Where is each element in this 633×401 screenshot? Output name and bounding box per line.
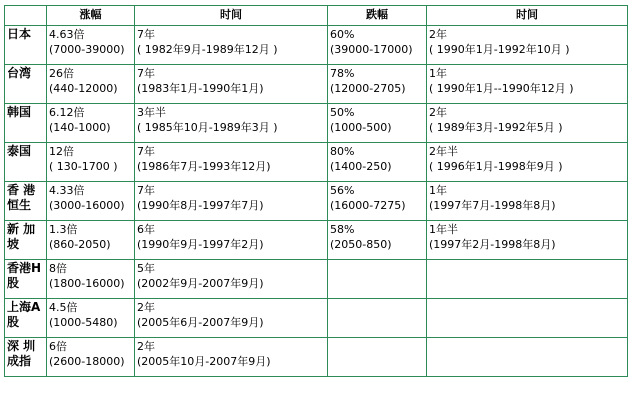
fall-percent: 78% [330, 67, 355, 80]
fall-time-cell [427, 26, 628, 65]
fall-range: (2050-850) [330, 238, 392, 251]
header-fall-time: 时间 [427, 6, 628, 26]
fall-range: (16000-7275) [330, 199, 406, 212]
fall-percent: 60% [330, 28, 355, 41]
rise-cell [47, 299, 135, 338]
table-row [5, 26, 628, 65]
region-cell [5, 65, 47, 104]
fall-cell [328, 104, 427, 143]
region-cell [5, 26, 47, 65]
rise-duration: 3年半 [137, 106, 166, 119]
region-cell [5, 143, 47, 182]
rise-time-cell [135, 26, 328, 65]
region-cell [5, 182, 47, 221]
header-rise: 涨幅 [47, 6, 135, 26]
fall-period: ( 1996年1月-1998年9月 ) [429, 160, 563, 173]
rise-period: (1990年8月-1997年7月) [137, 199, 264, 212]
rise-time-cell [135, 221, 328, 260]
rise-cell [47, 338, 135, 377]
rise-multiple: 4.5倍 [49, 301, 78, 314]
table-row [5, 338, 628, 377]
rise-time-cell [135, 299, 328, 338]
rise-range: (860-2050) [49, 238, 111, 251]
region-cell [5, 221, 47, 260]
fall-time-cell [427, 182, 628, 221]
table-row [5, 260, 628, 299]
region-name: 深 圳 成指 [7, 339, 36, 368]
header-rise-time: 时间 [135, 6, 328, 26]
region-cell [5, 260, 47, 299]
fall-period: ( 1990年1月--1990年12月 ) [429, 82, 574, 95]
fall-cell [328, 65, 427, 104]
fall-duration: 1年 [429, 184, 447, 197]
rise-duration: 2年 [137, 301, 155, 314]
fall-duration: 2年 [429, 106, 447, 119]
region-cell [5, 104, 47, 143]
region-name: 上海A 股 [7, 300, 41, 329]
table-row [5, 182, 628, 221]
rise-multiple: 12倍 [49, 145, 74, 158]
region-name: 香港H 股 [7, 261, 42, 290]
rise-multiple: 8倍 [49, 262, 67, 275]
fall-cell [328, 143, 427, 182]
rise-time-cell [135, 260, 328, 299]
fall-range: (12000-2705) [330, 82, 406, 95]
rise-range: (2600-18000) [49, 355, 125, 368]
fall-time-cell [427, 299, 628, 338]
fall-period: ( 1990年1月-1992年10月 ) [429, 43, 570, 56]
rise-range: (1000-5480) [49, 316, 118, 329]
rise-time-cell [135, 338, 328, 377]
fall-period: (1997年7月-1998年8月) [429, 199, 556, 212]
region-cell [5, 299, 47, 338]
rise-range: (440-12000) [49, 82, 118, 95]
rise-multiple: 1.3倍 [49, 223, 78, 236]
rise-cell [47, 143, 135, 182]
fall-cell [328, 260, 427, 299]
fall-percent: 58% [330, 223, 355, 236]
fall-percent: 50% [330, 106, 355, 119]
region-name: 新 加 坡 [7, 222, 36, 251]
fall-range: (1000-500) [330, 121, 392, 134]
fall-percent: 56% [330, 184, 355, 197]
rise-period: (2005年10月-2007年9月) [137, 355, 271, 368]
region-name: 台湾 [7, 66, 32, 80]
table-row [5, 299, 628, 338]
rise-cell [47, 104, 135, 143]
rise-duration: 7年 [137, 145, 155, 158]
rise-period: ( 1982年9月-1989年12月 ) [137, 43, 278, 56]
rise-range: ( 130-1700 ) [49, 160, 118, 173]
rise-cell [47, 26, 135, 65]
rise-period: (1986年7月-1993年12月) [137, 160, 271, 173]
region-name: 韩国 [7, 105, 32, 119]
header-fall: 跌幅 [328, 6, 427, 26]
rise-time-cell [135, 143, 328, 182]
fall-cell [328, 182, 427, 221]
rise-cell [47, 182, 135, 221]
fall-time-cell [427, 338, 628, 377]
rise-duration: 6年 [137, 223, 155, 236]
table-row [5, 104, 628, 143]
fall-period: ( 1989年3月-1992年5月 ) [429, 121, 563, 134]
rise-period: (2002年9月-2007年9月) [137, 277, 264, 290]
rise-duration: 2年 [137, 340, 155, 353]
table-row [5, 221, 628, 260]
fall-range: (39000-17000) [330, 43, 413, 56]
rise-cell [47, 65, 135, 104]
rise-range: (140-1000) [49, 121, 111, 134]
rise-cell [47, 221, 135, 260]
rise-period: (1990年9月-1997年2月) [137, 238, 264, 251]
fall-percent: 80% [330, 145, 355, 158]
region-cell [5, 338, 47, 377]
rise-range: (1800-16000) [49, 277, 125, 290]
rise-multiple: 4.33倍 [49, 184, 85, 197]
fall-duration: 1年半 [429, 223, 458, 236]
header-region [5, 6, 47, 26]
region-name: 香 港 恒生 [7, 183, 36, 212]
fall-duration: 2年 [429, 28, 447, 41]
rise-period: (2005年6月-2007年9月) [137, 316, 264, 329]
rise-multiple: 26倍 [49, 67, 74, 80]
rise-time-cell [135, 65, 328, 104]
rise-duration: 7年 [137, 184, 155, 197]
rise-duration: 5年 [137, 262, 155, 275]
rise-cell [47, 260, 135, 299]
rise-time-cell [135, 104, 328, 143]
rise-multiple: 6倍 [49, 340, 67, 353]
region-name: 日本 [7, 27, 32, 41]
table-row [5, 143, 628, 182]
fall-time-cell [427, 65, 628, 104]
fall-period: (1997年2月-1998年8月) [429, 238, 556, 251]
rise-range: (3000-16000) [49, 199, 125, 212]
fall-duration: 2年半 [429, 145, 458, 158]
rise-period: ( 1985年10月-1989年3月 ) [137, 121, 278, 134]
fall-range: (1400-250) [330, 160, 392, 173]
market-comparison-table [4, 5, 628, 377]
fall-cell [328, 299, 427, 338]
rise-duration: 7年 [137, 67, 155, 80]
rise-multiple: 4.63倍 [49, 28, 85, 41]
region-name: 泰国 [7, 144, 32, 158]
rise-multiple: 6.12倍 [49, 106, 85, 119]
fall-time-cell [427, 143, 628, 182]
table-row [5, 65, 628, 104]
rise-time-cell [135, 182, 328, 221]
fall-cell [328, 338, 427, 377]
fall-duration: 1年 [429, 67, 447, 80]
header-row [5, 6, 628, 26]
fall-cell [328, 221, 427, 260]
rise-range: (7000-39000) [49, 43, 125, 56]
fall-time-cell [427, 221, 628, 260]
fall-time-cell [427, 104, 628, 143]
fall-time-cell [427, 260, 628, 299]
fall-cell [328, 26, 427, 65]
rise-duration: 7年 [137, 28, 155, 41]
rise-period: (1983年1月-1990年1月) [137, 82, 264, 95]
